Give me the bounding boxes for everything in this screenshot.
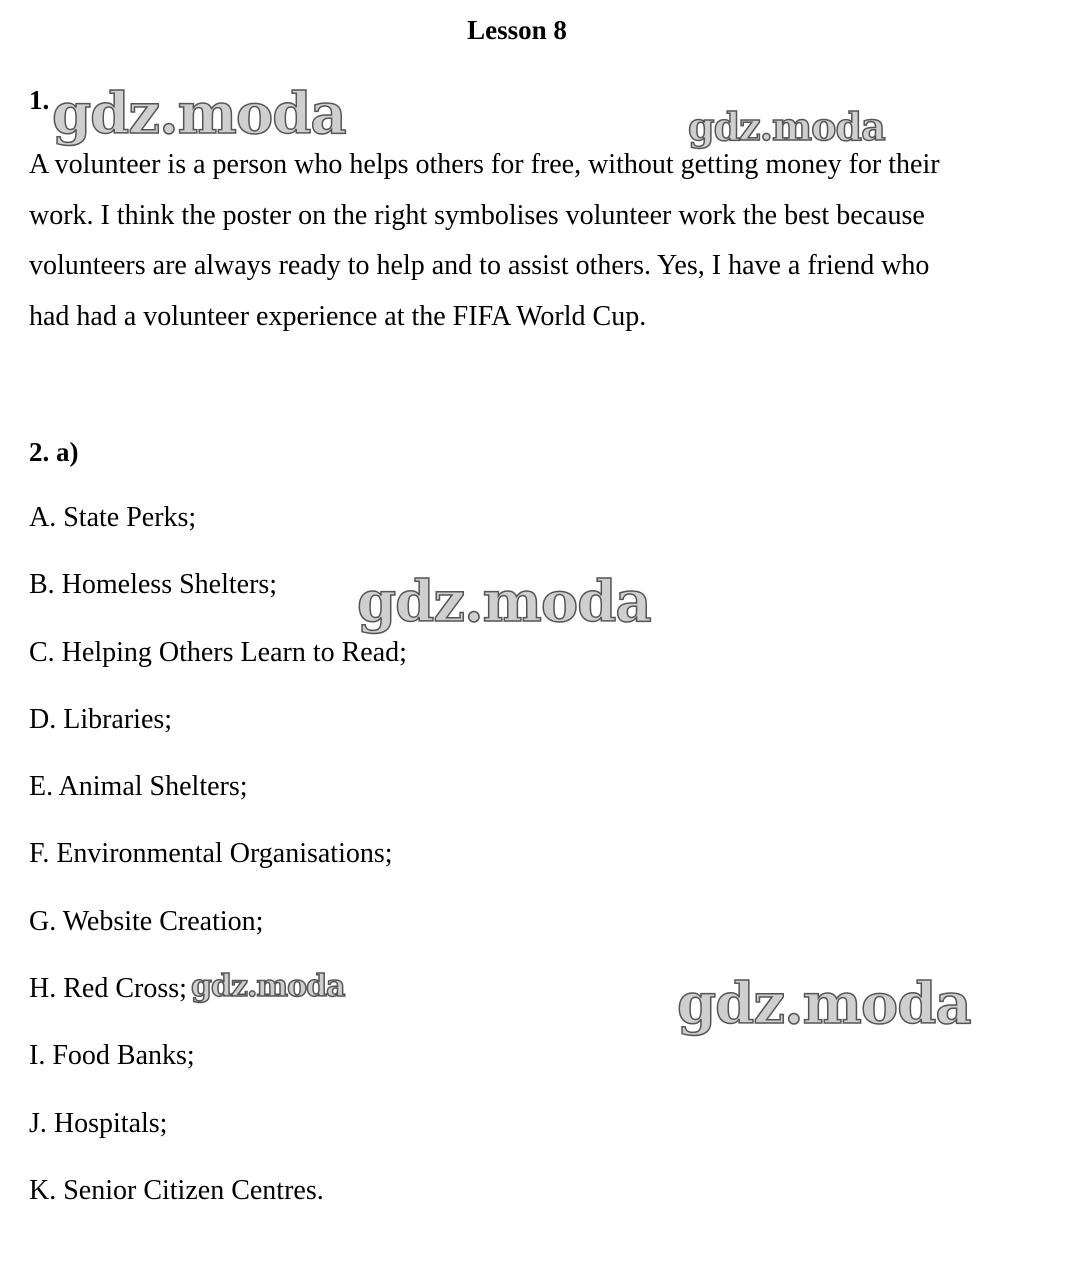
list-item: G. Website Creation; (29, 905, 264, 937)
watermark: gdz.moda (688, 104, 885, 149)
exercise-2-number: 2. a) (29, 437, 79, 467)
answer-line: had had a volunteer experience at the FIFA World Cup. (29, 300, 647, 332)
watermark: gdz.moda (677, 971, 971, 1037)
exercise-2-list (29, 500, 407, 1240)
list-item: I. Food Banks; (29, 1040, 195, 1072)
list-item: D. Libraries; (29, 703, 173, 735)
answer-line: volunteers are always ready to help and to assist others. Yes, I have a friend who (29, 250, 930, 281)
list-item: B. Homeless Shelters; (29, 569, 278, 601)
exercise-1-number: 1. (29, 85, 50, 115)
list-item: A. State Perks; (29, 502, 197, 533)
watermark: gdz.moda (191, 969, 345, 1004)
list-item: H. Red Cross; (29, 973, 187, 1005)
list-item: K. Senior Citizen Centres. (29, 1174, 324, 1206)
watermark: gdz.moda (52, 81, 346, 147)
lesson-title: Lesson 8 (467, 15, 567, 45)
answer-line: work. I think the poster on the right symbolises volunteer work the best because (29, 199, 925, 231)
watermark: gdz.moda (357, 569, 651, 635)
exercise-1-answer (29, 140, 1029, 342)
list-item: J. Hospitals; (29, 1107, 168, 1139)
list-item: F. Environmental Organisations; (29, 838, 393, 870)
list-item: C. Helping Others Learn to Read; (29, 636, 407, 668)
answer-line: A volunteer is a person who helps others for free, without getting money for their (29, 149, 940, 180)
list-item: E. Animal Shelters; (29, 771, 248, 803)
